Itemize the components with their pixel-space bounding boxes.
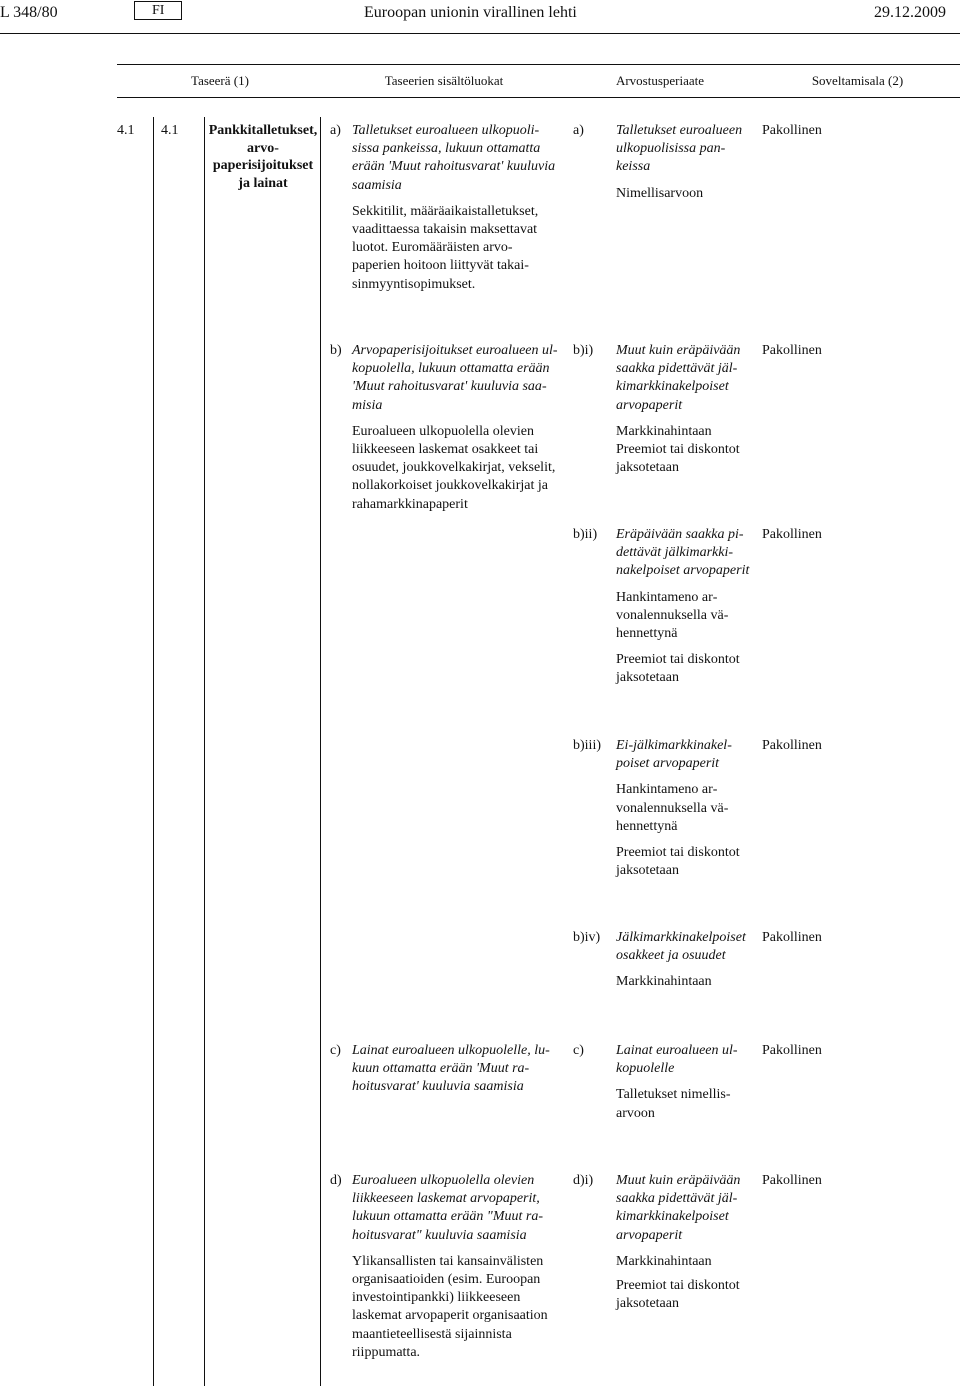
row-biv-valuation-title: Jälkimarkkinakelpoiset osakkeet ja osuudet bbox=[616, 930, 746, 964]
header-rule bbox=[0, 33, 960, 34]
table-header-rule bbox=[117, 97, 960, 98]
row-bi-valuation-rule-2: Preemiot tai diskontot jaksotetaan bbox=[616, 442, 740, 476]
row-bii-valuation bbox=[616, 526, 752, 688]
item-name: Pankkitalletukset, arvopaperisijoitukset ja lainat bbox=[208, 123, 318, 191]
row-di-valuation-rule-1: Markkinahintaan bbox=[616, 1253, 712, 1269]
row-biii-scope: Pakollinen bbox=[762, 738, 822, 753]
row-di-valuation bbox=[616, 1172, 752, 1313]
row-biii-valuation bbox=[616, 737, 752, 880]
row-c-tag: c) bbox=[330, 1043, 341, 1058]
row-a-content-title: Talletukset euroalueen ulkopuolisissa pankeissa, lukuun ottamatta erään 'Muut rahoitusvarat' kuuluvia saamisia bbox=[352, 123, 556, 193]
item-number-1: 4.1 bbox=[117, 123, 135, 138]
publication-date: 29.12.2009 bbox=[874, 4, 946, 21]
row-c-content bbox=[352, 1042, 556, 1097]
row-d-content bbox=[352, 1172, 556, 1362]
row-biv-valuation-rule-1: Markkinahintaan bbox=[616, 974, 712, 990]
row-biii-valuation-rule-2: Preemiot tai diskontot jaksotetaan bbox=[616, 845, 740, 879]
row-di-valuation-title: Muut kuin eräpäivään saakka pidettävät jälkimarkkinakelpoiset arvopaperit bbox=[616, 1173, 741, 1243]
row-a-content bbox=[352, 122, 556, 294]
col-header-scope: Soveltamisala (2) bbox=[811, 73, 904, 88]
row-a-valuation-tag: a) bbox=[573, 123, 584, 138]
table-top-rule bbox=[117, 64, 960, 65]
row-a-valuation-title: Talletukset euroalueen ulkopuolisissa pankeissa bbox=[616, 123, 743, 175]
row-c-content-title: Lainat euroalueen ulkopuolelle, lukuun ottamatta erään 'Muut rahoitusvarat' kuuluvia saamisia bbox=[352, 1043, 550, 1095]
row-di-valuation-tag: d)i) bbox=[573, 1173, 594, 1188]
row-bi-scope: Pakollinen bbox=[762, 343, 822, 358]
row-c-valuation-tag: c) bbox=[573, 1043, 584, 1058]
row-biv-valuation bbox=[616, 929, 756, 992]
col-header-valuation: Arvostusperiaate bbox=[615, 73, 705, 88]
row-bi-valuation-title: Muut kuin eräpäivään saakka pidettävät jälkimarkkinakelpoiset arvopaperit bbox=[616, 343, 741, 413]
row-c-valuation-rule-1: Talletukset nimellisarvoon bbox=[616, 1087, 731, 1121]
col-divider-3 bbox=[320, 117, 321, 1386]
row-bii-scope: Pakollinen bbox=[762, 527, 822, 542]
language-badge bbox=[134, 1, 182, 20]
row-b-content bbox=[352, 342, 558, 514]
row-b-content-title: Arvopaperisijoitukset euroalueen ulkopuolella, lukuun ottamatta erään 'Muut rahoitusvarat' kuuluvia saamisia bbox=[352, 343, 558, 413]
row-c-valuation bbox=[616, 1042, 752, 1123]
col-header-item: Taseerä (1) bbox=[191, 73, 249, 88]
row-a-tag: a) bbox=[330, 123, 341, 138]
row-c-valuation-title: Lainat euroalueen ulkopuolelle bbox=[616, 1043, 738, 1077]
col-header-content: Taseerien sisältöluokat bbox=[384, 73, 504, 88]
row-biii-valuation-rule-1: Hankintameno arvonalennuksella vähennettynä bbox=[616, 782, 729, 834]
row-c-scope: Pakollinen bbox=[762, 1043, 822, 1058]
row-d-tag: d) bbox=[330, 1173, 342, 1188]
row-bi-valuation bbox=[616, 342, 752, 477]
journal-title: Euroopan unionin virallinen lehti bbox=[364, 4, 577, 21]
row-bii-valuation-title: Eräpäivään saakka pidettävät jälkimarkkinakelpoiset arvopaperit bbox=[616, 527, 750, 579]
col-divider-1 bbox=[153, 117, 154, 1386]
row-bii-valuation-rule-1: Hankintameno arvonalennuksella vähennettynä bbox=[616, 589, 729, 642]
row-biv-scope: Pakollinen bbox=[762, 930, 822, 945]
row-a-valuation bbox=[616, 122, 750, 203]
row-a-valuation-rule: Nimellisarvoon bbox=[616, 185, 704, 201]
row-di-scope: Pakollinen bbox=[762, 1173, 822, 1188]
row-b-content-desc: Euroalueen ulkopuolella olevien liikkeeseen laskemat osakkeet tai osuudet, joukkovelkakirjat, vekselit, nollakorkoiset joukkovelkakirjat ja rahamarkkinapaperit bbox=[352, 423, 556, 512]
row-bii-valuation-tag: b)ii) bbox=[573, 527, 598, 542]
row-di-valuation-rule-2: Preemiot tai diskontot jaksotetaan bbox=[616, 1278, 740, 1312]
row-biii-valuation-title: Ei-jälkimarkkinakelpoiset arvopaperit bbox=[616, 738, 732, 772]
row-biii-valuation-tag: b)iii) bbox=[573, 738, 601, 753]
row-d-content-desc: Ylikansallisten tai kansainvälisten organisaatioiden (esim. Euroopan investointipankki) liikkeeseen laskemat arvopaperit organisaation maantieteellisestä sijainnista riippumatta. bbox=[352, 1253, 548, 1360]
language-code: FI bbox=[152, 3, 165, 18]
page-reference: L 348/80 bbox=[0, 4, 58, 21]
row-a-content-desc: Sekkitilit, määräaikaistalletukset, vaadittaessa takaisin maksettavat luotot. Euromääräisten arvopaperien hoitoon liittyvät takaisinmyyntisopimukset. bbox=[352, 203, 539, 292]
row-d-content-title: Euroalueen ulkopuolella olevien liikkeeseen laskemat arvopaperit, lukuun ottamatta erään "Muut rahoitusvarat" kuuluvia saamisia bbox=[352, 1173, 543, 1243]
item-number-2: 4.1 bbox=[161, 123, 179, 138]
row-a-scope: Pakollinen bbox=[762, 123, 822, 138]
row-bi-valuation-rule-1: Markkinahintaan bbox=[616, 423, 712, 439]
row-b-tag: b) bbox=[330, 343, 342, 358]
row-biv-valuation-tag: b)iv) bbox=[573, 930, 601, 945]
row-bii-valuation-rule-2: Preemiot tai diskontot jaksotetaan bbox=[616, 652, 740, 686]
row-bi-valuation-tag: b)i) bbox=[573, 343, 594, 358]
col-divider-2 bbox=[204, 117, 205, 1386]
